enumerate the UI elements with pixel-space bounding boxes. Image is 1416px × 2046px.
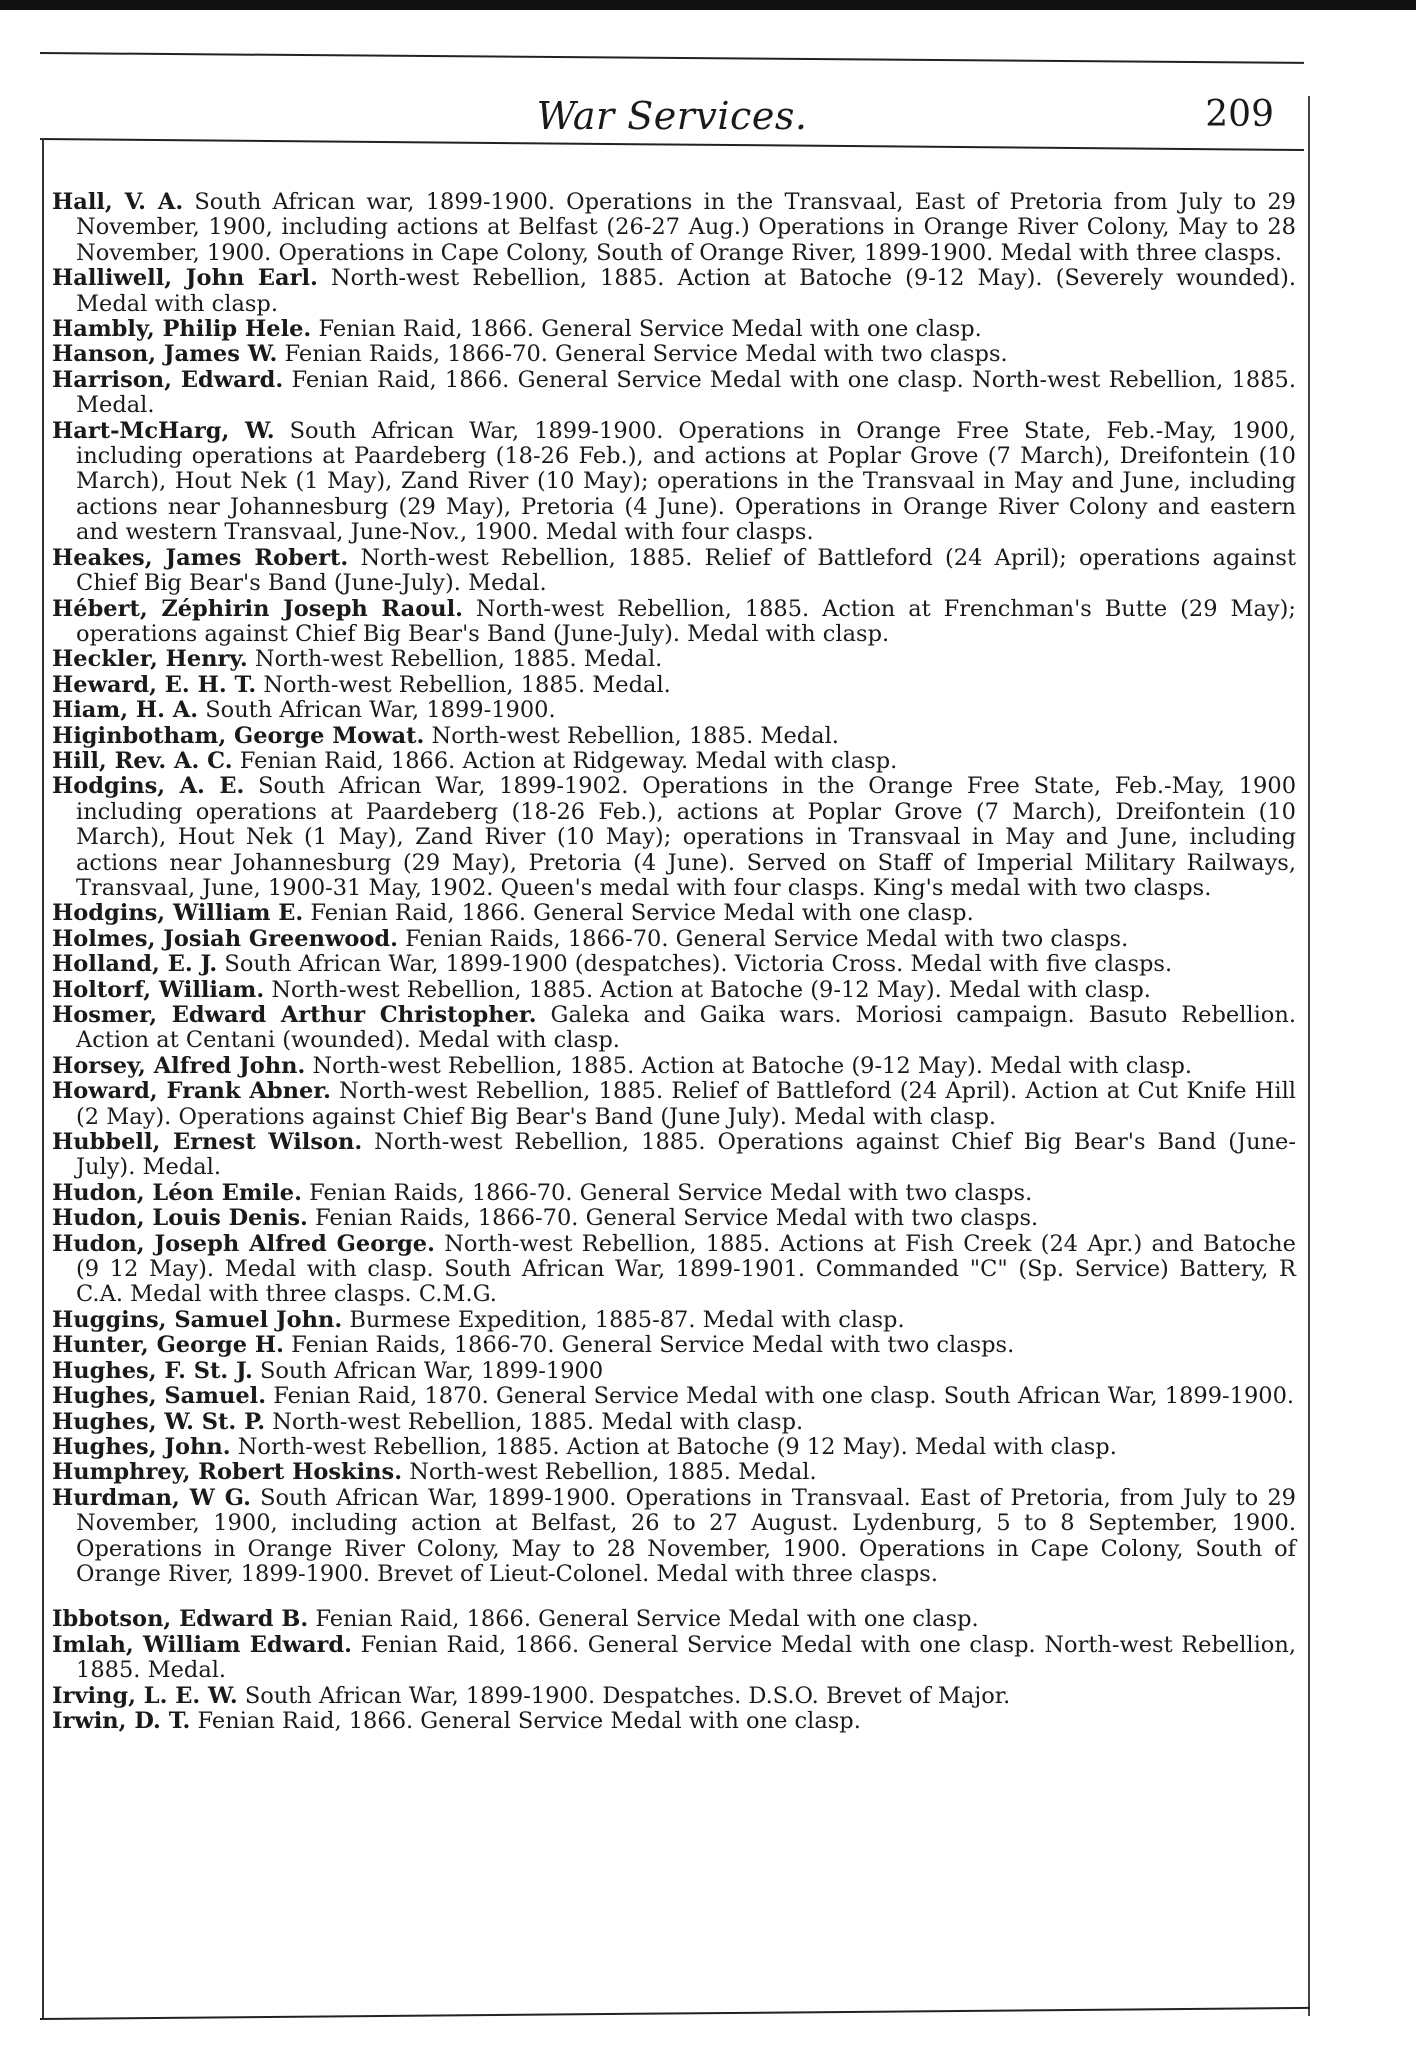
list-item xyxy=(52,774,1296,901)
entry-name: Halliwell, John Earl. xyxy=(52,265,318,292)
entry-name: Hughes, W. St. P. xyxy=(52,1408,266,1435)
page-header xyxy=(40,78,1304,138)
entry-text: North-west Rebellion, 1885. Action at Frenchman's Butte (29 May); operations against Chief Big Bear's Band (June-July). Medal with clasp. xyxy=(76,595,1296,647)
entry-name: Huggins, Samuel John. xyxy=(52,1306,343,1333)
list-item xyxy=(52,1607,1296,1632)
entry-text: North-west Rebellion, 1885. Operations against Chief Big Bear's Band (June-July). Medal. xyxy=(76,1129,1296,1181)
list-item xyxy=(52,927,1296,952)
list-item xyxy=(52,1232,1296,1308)
list-item xyxy=(52,1410,1296,1435)
entry-name: Hunter, George H. xyxy=(52,1332,284,1359)
entry-name: Holtorf, William. xyxy=(52,976,265,1003)
entry-name: Hambly, Philip Hele. xyxy=(52,316,312,343)
entry-name: Hughes, Samuel. xyxy=(52,1383,267,1410)
entry-name: Howard, Frank Abner. xyxy=(52,1078,331,1105)
list-item xyxy=(52,1003,1296,1054)
entry-text: North-west Rebellion, 1885. Medal. xyxy=(409,1459,817,1486)
list-item xyxy=(52,1079,1296,1130)
list-item xyxy=(52,597,1296,648)
entry-name: Hubbell, Ernest Wilson. xyxy=(52,1129,363,1156)
entry-name: Imlah, William Edward. xyxy=(52,1631,352,1658)
list-item xyxy=(52,1308,1296,1333)
list-item xyxy=(52,342,1296,367)
list-item xyxy=(52,647,1296,672)
list-item xyxy=(52,1359,1296,1384)
entry-text: Fenian Raid, 1866. Action at Ridgeway. Medal with clasp. xyxy=(239,747,898,774)
list-item xyxy=(52,698,1296,723)
entry-text: South African War, 1899-1900 xyxy=(259,1357,604,1384)
entry-text: North-west Rebellion, 1885. Medal. xyxy=(254,646,663,673)
entry-name: Hodgins, William E. xyxy=(52,900,304,927)
list-item xyxy=(52,368,1296,419)
entry-text: Burmese Expedition, 1885-87. Medal with clasp. xyxy=(349,1306,905,1333)
list-item xyxy=(52,673,1296,698)
entry-text: Fenian Raids, 1866-70. General Service Medal with two clasps. xyxy=(291,1332,1015,1359)
list-item xyxy=(52,1206,1296,1231)
list-item xyxy=(52,546,1296,597)
entry-name: Heward, E. H. T. xyxy=(52,671,257,698)
list-item xyxy=(52,1460,1296,1485)
entry-text: Fenian Raids, 1866-70. General Service Medal with two clasps. xyxy=(309,1179,1033,1206)
list-item xyxy=(52,952,1296,977)
entry-name: Hughes, F. St. J. xyxy=(52,1357,253,1384)
running-title: War Services. xyxy=(536,94,808,138)
entry-text: North-west Rebellion, 1885. Action at Batoche (9-12 May). (Severely wounded). Medal with clasp. xyxy=(76,265,1297,317)
entry-name: Horsey, Alfred John. xyxy=(52,1052,306,1079)
entry-text: Fenian Raids, 1866-70. General Service Medal with two clasps. xyxy=(284,341,1008,368)
entry-name: Hudon, Joseph Alfred George. xyxy=(52,1230,435,1257)
entry-name: Hudon, Léon Emile. xyxy=(52,1179,302,1206)
list-item xyxy=(52,1435,1296,1460)
list-item xyxy=(52,317,1296,342)
entry-text: South African War, 1899-1902. Operations in the Orange Free State, Feb.-May, 1900 including operations at Paardeberg (18-26 Feb.), actions at Poplar Grove (7 March), Dreifontein (10 March), Hout Nek (1 May), Zand River (10 May); operations in Transvaal in May and June, including actions near Johannesburg (29 May), Pretoria (4 June). Served on Staff of Imperial Military Railways, Transvaal, June, 1900-31 May, 1902. Queen's medal with four clasps. King's medal with two clasps. xyxy=(76,773,1297,901)
list-item xyxy=(52,266,1296,317)
list-item xyxy=(52,1054,1296,1079)
entry-name: Ibbotson, Edward B. xyxy=(52,1606,309,1633)
entry-name: Hébert, Zéphirin Joseph Raoul. xyxy=(52,595,463,622)
page-top-rule xyxy=(40,52,1304,64)
entry-name: Hall, V. A. xyxy=(52,189,184,215)
entry-text: North-west Rebellion, 1885. Medal with clasp. xyxy=(272,1408,804,1435)
entry-text: South African War, 1899-1900 (despatches). Victoria Cross. Medal with five clasps. xyxy=(224,951,1173,978)
list-item xyxy=(52,901,1296,926)
page-bottom-rule xyxy=(40,2007,1310,2020)
entry-name: Hughes, John. xyxy=(52,1433,231,1460)
entry-text: Fenian Raid, 1866. General Service Medal with one clasp. North-west Rebellion, 1885. Medal. xyxy=(76,366,1297,419)
list-item xyxy=(52,1130,1296,1181)
entry-name: Hosmer, Edward Arthur Christopher. xyxy=(52,1002,537,1028)
entry-text: South African War, 1899-1900. Despatches. D.S.O. Brevet of Major. xyxy=(244,1682,1011,1709)
entry-text: North-west Rebellion, 1885. Medal. xyxy=(431,722,839,749)
entry-name: Higinbotham, George Mowat. xyxy=(52,722,425,749)
entry-name: Heakes, James Robert. xyxy=(52,544,349,571)
entry-text: Fenian Raids, 1866-70. General Service Medal with two clasps. xyxy=(315,1205,1039,1232)
list-item xyxy=(52,749,1296,774)
entry-name: Heckler, Henry. xyxy=(52,646,248,673)
left-margin-rule xyxy=(42,138,44,2018)
entry-name: Hodgins, A. E. xyxy=(52,773,245,800)
entry-name: Irving, L. E. W. xyxy=(52,1682,238,1709)
entry-text: North-west Rebellion, 1885. Medal. xyxy=(263,671,671,698)
entry-name: Hill, Rev. A. C. xyxy=(52,747,233,774)
entry-name: Holmes, Josiah Greenwood. xyxy=(52,925,398,952)
entry-name: Hurdman, W G. xyxy=(52,1484,251,1511)
entry-text: Galeka and Gaika wars. Moriosi campaign. Basuto Rebellion. Action at Centani (wounded). Medal with clasp. xyxy=(76,1002,1296,1054)
list-item xyxy=(52,419,1296,546)
entry-text: Fenian Raid, 1866. General Service Medal with one clasp. North-west Rebellion, 1885. Medal. xyxy=(76,1631,1296,1684)
list-item xyxy=(52,1384,1296,1409)
entry-text: Fenian Raid, 1870. General Service Medal with one clasp. South African War, 1899-1900. xyxy=(273,1383,1295,1410)
entry-name: Irwin, D. T. xyxy=(52,1707,191,1734)
entry-name: Hanson, James W. xyxy=(52,341,278,368)
entry-text: South African War, 1899-1900. xyxy=(205,697,556,724)
scan-top-edge xyxy=(0,0,1416,10)
entry-text: Fenian Raid, 1866. General Service Medal with one clasp. xyxy=(310,900,974,927)
entry-text: South African war, 1899-1900. Operations in the Transvaal, East of Pretoria from July to 29 November, 1900, including actions at Belfast (26-27 Aug.) Operations in Orange River Colony, May to 28 November, 1900. Operations in Cape Colony, South of Orange River, 1899-1900. Medal with three clasps. xyxy=(76,189,1296,266)
list-item xyxy=(52,1709,1296,1734)
entries-list xyxy=(52,190,1296,1734)
entry-text: North-west Rebellion, 1885. Action at Batoche (9-12 May). Medal with clasp. xyxy=(271,976,1151,1003)
entry-text: North-west Rebellion, 1885. Actions at Fish Creek (24 Apr.) and Batoche (9 12 May). Medal with clasp. South African War, 1899-1901. Commanded "C" (Sp. Service) Battery, R C.A. Medal with three clasps. C.M.G. xyxy=(76,1230,1296,1308)
entry-name: Hiam, H. A. xyxy=(52,697,199,724)
entry-text: Fenian Raid, 1866. General Service Medal with one clasp. xyxy=(318,316,982,343)
list-item xyxy=(52,1333,1296,1358)
entry-text: Fenian Raid, 1866. General Service Medal with one clasp. xyxy=(197,1707,861,1734)
entry-text: Fenian Raid, 1866. General Service Medal with one clasp. xyxy=(315,1606,979,1633)
list-item xyxy=(52,190,1296,266)
entry-name: Hart-McHarg, W. xyxy=(52,417,275,444)
entry-text: Fenian Raids, 1866-70. General Service Medal with two clasps. xyxy=(405,925,1129,952)
list-item xyxy=(52,1633,1296,1684)
right-margin-rule xyxy=(1308,96,1310,2016)
entry-name: Harrison, Edward. xyxy=(52,366,284,393)
list-item xyxy=(52,724,1296,749)
entry-text: North-west Rebellion, 1885. Relief of Battleford (24 April); operations against Chief Big Bear's Band (June-July). Medal. xyxy=(76,544,1296,597)
entry-text: South African War, 1899-1900. Operations in Orange Free State, Feb.-May, 1900, including operations at Paardeberg (18-26 Feb.), and actions at Poplar Grove (7 March), Dreifontein (10 March), Hout Nek (1 May), Zand River (10 May); operations in the Transvaal in May and June, including actions near Johannesburg (29 May), Pretoria (4 June). Operations in Orange River Colony and eastern and western Transvaal, June-Nov., 1900. Medal with four clasps. xyxy=(76,417,1297,546)
page-number: 209 xyxy=(1205,94,1274,135)
entry-name: Hudon, Louis Denis. xyxy=(52,1205,308,1232)
entry-name: Humphrey, Robert Hoskins. xyxy=(52,1459,403,1486)
list-item xyxy=(52,978,1296,1003)
entry-text: North-west Rebellion, 1885. Action at Batoche (9 12 May). Medal with clasp. xyxy=(237,1433,1117,1460)
list-item xyxy=(52,1181,1296,1206)
entry-text: South African War, 1899-1900. Operations in Transvaal. East of Pretoria, from July to 29 November, 1900, including action at Belfast, 26 to 27 August. Lydenburg, 5 to 8 September, 1900. Operations in Orange River Colony, May to 28 November, 1900. Operations in Cape Colony, South of Orange River, 1899-1900. Brevet of Lieut-Colonel. Medal with three clasps. xyxy=(76,1484,1297,1587)
list-item xyxy=(52,1684,1296,1709)
list-item xyxy=(52,1486,1296,1588)
entry-text: North-west Rebellion, 1885. Action at Batoche (9-12 May). Medal with clasp. xyxy=(312,1052,1193,1079)
entry-text: North-west Rebellion, 1885. Relief of Battleford (24 April). Action at Cut Knife Hill (2 May). Operations against Chief Big Bear's Band (June July). Medal with clasp. xyxy=(76,1078,1297,1130)
entry-name: Holland, E. J. xyxy=(52,951,218,978)
header-rule xyxy=(40,138,1304,151)
